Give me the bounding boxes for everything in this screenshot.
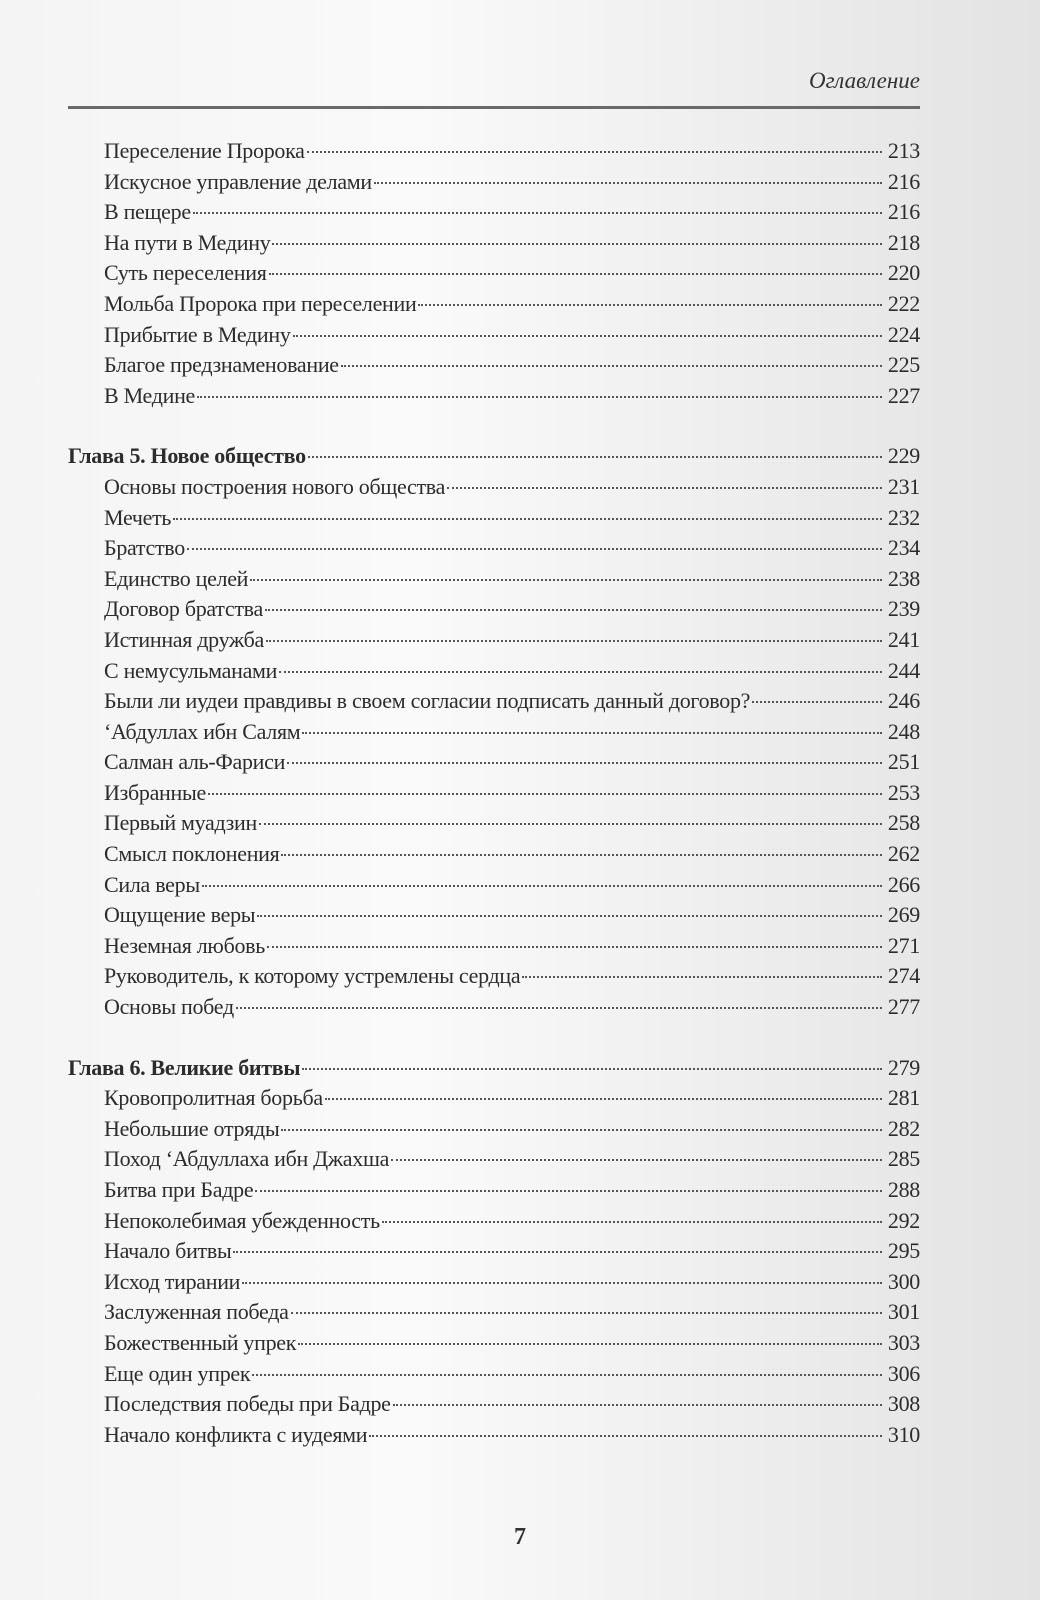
toc-entry[interactable] — [68, 1238, 920, 1269]
toc-entry[interactable] — [68, 872, 920, 903]
toc-entry-title: В Медине — [104, 382, 196, 408]
dot-leader — [193, 212, 882, 214]
toc-page-number: 225 — [887, 352, 920, 378]
dot-leader — [259, 823, 882, 825]
toc-entry[interactable] — [68, 902, 920, 933]
toc-page-number: 216 — [887, 199, 920, 225]
toc-page-number: 303 — [887, 1329, 920, 1355]
dot-leader — [302, 732, 882, 734]
toc-page-number: 279 — [887, 1054, 920, 1080]
toc-page-number: 238 — [887, 565, 920, 591]
toc-page-number: 258 — [887, 810, 920, 836]
toc-page-number: 277 — [887, 994, 920, 1020]
toc-entry[interactable] — [68, 1330, 920, 1361]
dot-leader — [341, 365, 882, 367]
toc-entry[interactable] — [68, 596, 920, 627]
toc-entry[interactable] — [68, 291, 920, 322]
toc-page-number: 213 — [887, 138, 920, 163]
dot-leader — [447, 487, 882, 489]
dot-leader — [236, 1007, 882, 1009]
toc-entry[interactable] — [68, 1085, 920, 1116]
toc-chapter-title: Глава 6. Великие битвы — [68, 1054, 301, 1080]
toc-entry-title: Избранные — [104, 779, 206, 805]
toc-entry-title: Божественный упрек — [104, 1329, 297, 1355]
toc-entry-title: Начало конфликта с иудеями — [104, 1421, 368, 1447]
dot-leader — [250, 579, 882, 581]
toc-entry[interactable] — [68, 688, 920, 719]
toc-page-number: 285 — [887, 1146, 920, 1172]
toc-page-number: 292 — [887, 1207, 920, 1233]
dot-leader — [208, 793, 882, 795]
toc-page-number: 218 — [887, 229, 920, 255]
toc-entry-title: Исход тирании — [104, 1268, 241, 1294]
toc-entry[interactable] — [68, 535, 920, 566]
toc-section-chapter5 — [68, 474, 920, 1025]
toc-page-number: 266 — [887, 871, 920, 897]
toc-entry-title: Еще один упрек — [104, 1360, 251, 1386]
toc-entry[interactable] — [68, 383, 920, 414]
toc-entry-title: Переселение Пророка — [104, 138, 305, 163]
toc-entry[interactable] — [68, 1269, 920, 1300]
toc-entry[interactable] — [68, 199, 920, 230]
toc-entry[interactable] — [68, 1361, 920, 1392]
section-gap — [68, 1025, 920, 1055]
toc-entry[interactable] — [68, 658, 920, 689]
toc-entry[interactable] — [68, 260, 920, 291]
running-head: Оглавление — [808, 68, 920, 93]
dot-leader — [255, 1190, 882, 1192]
toc-entry-title: Первый муадзин — [104, 810, 257, 836]
dot-leader — [279, 671, 882, 673]
toc-page-number: 306 — [887, 1360, 920, 1386]
toc-entry-title: Неземная любовь — [104, 932, 265, 958]
toc-chapter-5[interactable] — [68, 443, 920, 474]
toc-entry[interactable] — [68, 933, 920, 964]
dot-leader — [202, 885, 882, 887]
toc-page-number: 222 — [887, 290, 920, 316]
toc-page-number: 251 — [887, 749, 920, 775]
toc-entry[interactable] — [68, 1146, 920, 1177]
dot-leader — [374, 182, 882, 184]
toc-page-number: 308 — [887, 1391, 920, 1417]
dot-leader — [291, 1312, 882, 1314]
toc-entry-title: Братство — [104, 535, 185, 561]
toc-page-number: 246 — [887, 688, 920, 714]
toc-page-number: 282 — [887, 1115, 920, 1141]
dot-leader — [281, 1129, 882, 1131]
dot-leader — [267, 946, 882, 948]
toc-entry-title: Прибытие в Медину — [104, 321, 291, 347]
toc-entry[interactable] — [68, 963, 920, 994]
toc-entry-title: Основы построения нового общества — [104, 473, 446, 499]
toc-entry[interactable] — [68, 1299, 920, 1330]
toc-entry-title: Начало битвы — [104, 1238, 232, 1264]
toc-page-number: 224 — [887, 321, 920, 347]
toc-entry-title: Поход ‘Абдуллаха ибн Джахша — [104, 1146, 390, 1172]
toc-entry-title: С немусульманами — [104, 657, 278, 683]
dot-leader — [265, 609, 882, 611]
dot-leader — [173, 518, 882, 520]
dot-leader — [418, 304, 882, 306]
toc-page-number: 301 — [887, 1299, 920, 1325]
dot-leader — [382, 1221, 882, 1223]
toc-entry-title: Смысл поклонения — [104, 841, 280, 867]
toc-section-chapter4-tail — [68, 138, 920, 413]
toc-page-number: 295 — [887, 1238, 920, 1264]
toc-entry[interactable] — [68, 1208, 920, 1239]
dot-leader — [293, 335, 882, 337]
toc-page-number: 241 — [887, 626, 920, 652]
toc-page-number: 227 — [887, 382, 920, 408]
toc-page-number: 234 — [887, 535, 920, 561]
dot-leader — [197, 396, 882, 398]
toc-page-number: 253 — [887, 779, 920, 805]
toc-entry-title: Были ли иудеи правдивы в своем согласии подписать данный договор? — [104, 688, 751, 714]
toc-entry[interactable] — [68, 627, 920, 658]
dot-leader — [257, 915, 882, 917]
toc-entry[interactable] — [68, 322, 920, 353]
toc-chapter-6[interactable] — [68, 1055, 920, 1086]
dot-leader — [272, 243, 882, 245]
toc-entry-title: Договор братства — [104, 596, 263, 622]
toc-page-number: 281 — [887, 1085, 920, 1111]
toc-entry-title: Кровопролитная борьба — [104, 1085, 323, 1111]
toc-page-number: 248 — [887, 718, 920, 744]
toc-entry[interactable] — [68, 566, 920, 597]
toc-entry-title: Битва при Бадре — [104, 1177, 254, 1202]
toc-entry-title: Единство целей — [104, 565, 249, 591]
dot-leader — [269, 273, 882, 275]
toc-entry[interactable] — [68, 138, 920, 169]
dot-leader — [308, 456, 882, 458]
dot-leader — [752, 701, 882, 703]
dot-leader — [391, 1159, 882, 1161]
toc-entry-title: ‘Абдуллах ибн Салям — [104, 718, 301, 744]
toc-entry-title: В пещере — [104, 199, 191, 225]
toc-page-number: 216 — [887, 168, 920, 194]
dot-leader — [307, 151, 882, 153]
toc-entry-title: Суть переселения — [104, 260, 267, 286]
toc-chapter-title: Глава 5. Новое общество — [68, 443, 306, 469]
toc-entry[interactable] — [68, 749, 920, 780]
toc-entry[interactable] — [68, 994, 920, 1025]
toc-entry-title: На пути в Медину — [104, 229, 271, 255]
toc-page-number: 288 — [887, 1177, 920, 1202]
toc-entry-title: Салман аль-Фариси — [104, 749, 286, 775]
toc-entry[interactable] — [68, 505, 920, 536]
toc-page-number: 244 — [887, 657, 920, 683]
toc-entry-title: Истинная дружба — [104, 626, 264, 652]
toc-page-number: 310 — [887, 1421, 920, 1447]
toc-section-chapter6 — [68, 1085, 920, 1452]
toc-entry-title: Руководитель, к которому устремлены сердца — [104, 963, 521, 989]
section-gap — [68, 413, 920, 443]
dot-leader — [266, 640, 882, 642]
toc-entry[interactable] — [68, 1391, 920, 1422]
dot-leader — [287, 762, 882, 764]
dot-leader — [369, 1435, 882, 1437]
toc-entry-title: Непоколебимая убежденность — [104, 1207, 380, 1233]
toc-page-number: 231 — [887, 473, 920, 499]
toc-entry[interactable] — [68, 1422, 920, 1453]
toc-page-number: 300 — [887, 1268, 920, 1294]
toc-entry[interactable] — [68, 474, 920, 505]
dot-leader — [325, 1098, 882, 1100]
toc-entry[interactable] — [68, 352, 920, 383]
dot-leader — [393, 1404, 882, 1406]
toc-entry-title: Сила веры — [104, 871, 200, 897]
table-of-contents — [68, 138, 920, 1452]
toc-entry[interactable] — [68, 841, 920, 872]
dot-leader — [302, 1068, 882, 1070]
toc-entry[interactable] — [68, 810, 920, 841]
dot-leader — [242, 1282, 882, 1284]
toc-page-number: 262 — [887, 841, 920, 867]
toc-page-number: 274 — [887, 963, 920, 989]
toc-page-number: 220 — [887, 260, 920, 286]
toc-page-number: 269 — [887, 902, 920, 928]
toc-entry-title: Небольшие отряды — [104, 1115, 280, 1141]
toc-entry-title: Искусное управление делами — [104, 168, 372, 194]
toc-entry-title: Основы побед — [104, 994, 234, 1020]
toc-page-number: 232 — [887, 504, 920, 530]
toc-entry[interactable] — [68, 719, 920, 750]
toc-page-number: 271 — [887, 932, 920, 958]
dot-leader — [298, 1343, 882, 1345]
dot-leader — [233, 1251, 882, 1253]
dot-leader — [281, 854, 882, 856]
toc-page-number: 239 — [887, 596, 920, 622]
toc-entry[interactable] — [68, 1177, 920, 1208]
dot-leader — [252, 1374, 882, 1376]
toc-entry[interactable] — [68, 230, 920, 261]
toc-entry-title: Заслуженная победа — [104, 1299, 289, 1325]
toc-entry-title: Ощущение веры — [104, 902, 256, 928]
dot-leader — [187, 548, 882, 550]
header-rule — [68, 106, 920, 109]
toc-entry-title: Благое предзнаменование — [104, 352, 339, 378]
toc-entry-title: Последствия победы при Бадре — [104, 1391, 391, 1417]
toc-entry[interactable] — [68, 1116, 920, 1147]
toc-entry[interactable] — [68, 780, 920, 811]
toc-entry-title: Мечеть — [104, 504, 172, 530]
toc-entry[interactable] — [68, 169, 920, 200]
toc-entry-title: Мольба Пророка при переселении — [104, 290, 417, 316]
page-number: 7 — [514, 1524, 526, 1550]
toc-page-number: 229 — [887, 443, 920, 469]
dot-leader — [522, 976, 882, 978]
